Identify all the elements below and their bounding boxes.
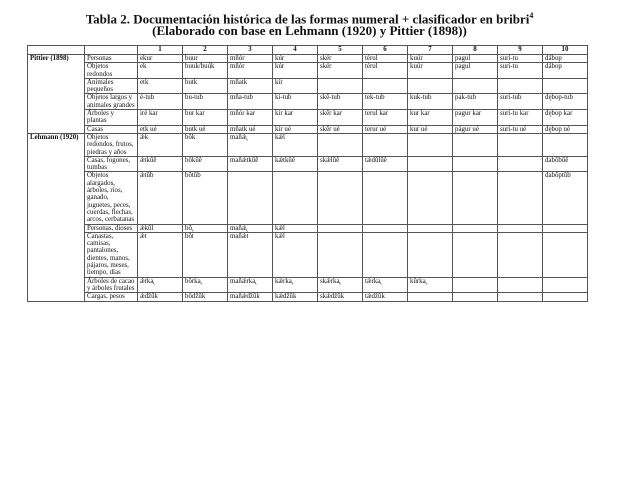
form-cell: terul kar xyxy=(363,110,408,126)
form-cell: tek-tub xyxy=(363,94,408,110)
form-cell: kǽdžŭk xyxy=(273,293,318,301)
form-cell: ǽt xyxy=(138,232,183,277)
table-subtitle: (Elaborado con base en Lehmann (1920) y Pittier (1898)) xyxy=(152,23,467,38)
table-row xyxy=(28,172,588,224)
category-cell: Personas xyxy=(85,55,138,63)
column-header: 2 xyxy=(183,46,228,55)
form-cell xyxy=(453,172,498,224)
form-cell: kǽl xyxy=(273,224,318,232)
category-cell: Objetos largos y animales grandes xyxy=(85,94,138,110)
form-cell: kír ué xyxy=(273,125,318,133)
form-cell: mña-tub xyxy=(228,94,273,110)
form-cell: bŏk xyxy=(183,133,228,156)
form-cell: mañǽrka̢ xyxy=(228,277,273,293)
form-cell: skē-tub xyxy=(318,94,363,110)
form-cell: kúr xyxy=(273,63,318,79)
table-row xyxy=(28,78,588,94)
form-cell: ek xyxy=(138,63,183,79)
form-cell: kǽl xyxy=(273,133,318,156)
form-cell xyxy=(453,156,498,172)
form-cell xyxy=(453,293,498,301)
form-cell xyxy=(498,78,543,94)
form-cell xyxy=(498,277,543,293)
form-cell: tǽdŭlŭě xyxy=(363,156,408,172)
form-cell xyxy=(318,78,363,94)
form-cell: dębop kar xyxy=(543,110,588,126)
form-cell xyxy=(408,78,453,94)
form-cell: ǽrka̢ xyxy=(138,277,183,293)
form-cell: mañǽ̢ xyxy=(228,224,273,232)
form-cell xyxy=(408,133,453,156)
form-cell: skǽrka̢ xyxy=(318,277,363,293)
form-cell: dábop xyxy=(543,55,588,63)
form-cell: dabŏbŭě xyxy=(543,156,588,172)
form-cell xyxy=(498,172,543,224)
form-cell: kur ué xyxy=(408,125,453,133)
form-cell xyxy=(498,232,543,277)
form-cell: skǽlŭě xyxy=(318,156,363,172)
form-cell xyxy=(498,224,543,232)
form-cell: iré kar xyxy=(138,110,183,126)
category-cell: Árboles y plantas xyxy=(85,110,138,126)
form-cell: ki-tub xyxy=(273,94,318,110)
form-cell: surí-tub xyxy=(498,94,543,110)
form-cell: térul xyxy=(363,55,408,63)
table-row xyxy=(28,277,588,293)
form-cell: bur kar xyxy=(183,110,228,126)
form-cell: bŏtŭb xyxy=(183,172,228,224)
form-cell: bŏkŭě xyxy=(183,156,228,172)
form-cell: térul xyxy=(363,63,408,79)
form-cell: tǽdžŭk xyxy=(363,293,408,301)
form-cell: kuk-tub xyxy=(408,94,453,110)
column-header: 9 xyxy=(498,46,543,55)
form-cell: etk xyxy=(138,78,183,94)
form-cell: ǽkŭl xyxy=(138,224,183,232)
form-cell: mñór xyxy=(228,63,273,79)
table-row xyxy=(28,110,588,126)
table-row xyxy=(28,133,588,156)
form-cell xyxy=(363,232,408,277)
form-cell: pagul xyxy=(453,55,498,63)
form-cell: skēr kar xyxy=(318,110,363,126)
form-cell: kŭrka̢ xyxy=(408,277,453,293)
form-cell: kúr xyxy=(273,55,318,63)
column-header: 3 xyxy=(228,46,273,55)
form-cell: surí-tu xyxy=(498,63,543,79)
classifier-table xyxy=(27,45,588,302)
form-cell: buuk/buúk xyxy=(183,63,228,79)
form-cell: pagur kar xyxy=(453,110,498,126)
form-cell: bŏ̢ xyxy=(183,224,228,232)
form-cell xyxy=(318,172,363,224)
category-cell: Canastas, camisas, pantalones, dientes, manos, pájaros, meses, tiempo, días xyxy=(85,232,138,277)
form-cell: kǽtkŭě xyxy=(273,156,318,172)
form-cell: é-tub xyxy=(138,94,183,110)
form-cell: butk xyxy=(183,78,228,94)
form-cell: skér xyxy=(318,63,363,79)
source-group-label: Pittier (1898) xyxy=(28,55,85,134)
column-header: 4 xyxy=(273,46,318,55)
form-cell: ǽk xyxy=(138,133,183,156)
form-cell xyxy=(408,224,453,232)
source-group-label: Lehmann (1920) xyxy=(28,133,85,301)
column-header: 5 xyxy=(318,46,363,55)
form-cell: ǽdžŭk xyxy=(138,293,183,301)
form-cell: dabŏptŭb xyxy=(543,172,588,224)
category-cell: Casas, fogones, tumbas xyxy=(85,156,138,172)
form-cell: skǽdžŭk xyxy=(318,293,363,301)
category-cell: Animales pequeños xyxy=(85,78,138,94)
form-cell xyxy=(318,224,363,232)
form-cell: ǽtŭb xyxy=(138,172,183,224)
form-cell: dębop ué xyxy=(543,125,588,133)
category-cell: Casas xyxy=(85,125,138,133)
form-cell xyxy=(453,78,498,94)
form-cell: kǽl xyxy=(273,232,318,277)
form-cell: kur kar xyxy=(408,110,453,126)
form-cell: kuúr xyxy=(408,63,453,79)
form-cell: surí-tu xyxy=(498,55,543,63)
column-header: 1 xyxy=(138,46,183,55)
column-header: 10 xyxy=(543,46,588,55)
category-cell: Objetos alargados, árboles, ríos, ganado, juguetes, peces, cuerdas, flechas, arcos, cerbatanas xyxy=(85,172,138,224)
form-cell: ekur xyxy=(138,55,183,63)
form-cell: bu-tub xyxy=(183,94,228,110)
form-cell xyxy=(543,78,588,94)
column-header: 6 xyxy=(363,46,408,55)
footnote-marker: 4 xyxy=(529,11,534,20)
form-cell xyxy=(318,133,363,156)
form-cell xyxy=(363,172,408,224)
table-row xyxy=(28,156,588,172)
form-cell: mañǽt xyxy=(228,232,273,277)
form-cell xyxy=(543,232,588,277)
category-cell: Árboles de cacao y árboles frutales xyxy=(85,277,138,293)
form-cell xyxy=(498,293,543,301)
form-cell: mñatk ué xyxy=(228,125,273,133)
form-cell xyxy=(363,133,408,156)
form-cell xyxy=(543,224,588,232)
category-cell: Cargas, pesos xyxy=(85,293,138,301)
table-body xyxy=(28,55,588,302)
form-cell xyxy=(228,172,273,224)
form-cell xyxy=(543,277,588,293)
form-cell xyxy=(273,172,318,224)
form-cell: skēr ué xyxy=(318,125,363,133)
form-cell: mañǽ̢ xyxy=(228,133,273,156)
form-cell xyxy=(408,172,453,224)
form-cell: surí-tu ué xyxy=(498,125,543,133)
table-row xyxy=(28,55,588,63)
table-row xyxy=(28,293,588,301)
form-cell xyxy=(453,133,498,156)
table-row xyxy=(28,224,588,232)
form-cell: bŏdžŭk xyxy=(183,293,228,301)
table-row xyxy=(28,232,588,277)
form-cell xyxy=(453,277,498,293)
form-cell: dębop-tub xyxy=(543,94,588,110)
column-header: 7 xyxy=(408,46,453,55)
form-cell: tǽrka̢ xyxy=(363,277,408,293)
form-cell xyxy=(363,78,408,94)
form-cell: kír xyxy=(273,78,318,94)
form-cell: surí-tu kar xyxy=(498,110,543,126)
form-cell: págur ué xyxy=(453,125,498,133)
form-cell: mñatk xyxy=(228,78,273,94)
form-cell xyxy=(408,232,453,277)
form-cell xyxy=(453,232,498,277)
category-cell: Objetos redondos xyxy=(85,63,138,79)
form-cell: skér xyxy=(318,55,363,63)
form-cell: bŏrka̢ xyxy=(183,277,228,293)
form-cell xyxy=(453,224,498,232)
form-cell: dábop xyxy=(543,63,588,79)
form-cell: mañǽdžŭk xyxy=(228,293,273,301)
column-header: 8 xyxy=(453,46,498,55)
form-cell xyxy=(408,156,453,172)
table-row xyxy=(28,125,588,133)
form-cell xyxy=(543,133,588,156)
form-cell xyxy=(408,293,453,301)
form-cell: kir kar xyxy=(273,110,318,126)
form-cell xyxy=(543,293,588,301)
header-row xyxy=(28,46,588,55)
form-cell: mñór xyxy=(228,55,273,63)
form-cell: mañǽtkŭě xyxy=(228,156,273,172)
header-empty-cell xyxy=(85,46,138,55)
table-title-text: Tabla 2. Documentación histórica de las formas numeral + clasificador en bribri xyxy=(85,11,530,27)
category-cell: Personas, dioses xyxy=(85,224,138,232)
header-empty-cell xyxy=(28,46,85,55)
form-cell: buur xyxy=(183,55,228,63)
form-cell: mñór kar xyxy=(228,110,273,126)
form-cell: pagul xyxy=(453,63,498,79)
form-cell: pak-tub xyxy=(453,94,498,110)
form-cell: bŏt xyxy=(183,232,228,277)
form-cell xyxy=(363,224,408,232)
table-row xyxy=(28,63,588,79)
form-cell: kuúr xyxy=(408,55,453,63)
form-cell xyxy=(498,133,543,156)
category-cell: Objetos redondos, frutos, piedras y años xyxy=(85,133,138,156)
form-cell: kǽrka̢ xyxy=(273,277,318,293)
form-cell xyxy=(318,232,363,277)
form-cell: butk ué xyxy=(183,125,228,133)
form-cell: terur ué xyxy=(363,125,408,133)
form-cell xyxy=(498,156,543,172)
form-cell: ǽtkŭě xyxy=(138,156,183,172)
table-row xyxy=(28,94,588,110)
form-cell: etk ué xyxy=(138,125,183,133)
